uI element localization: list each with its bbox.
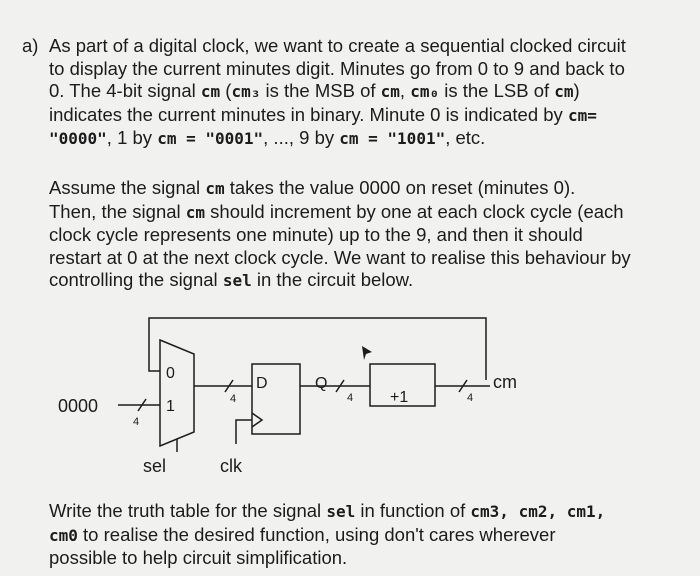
p3-line-2: cm0 to realise the desired function, using don't cares wherever (49, 523, 556, 545)
clk-wire (236, 420, 252, 444)
signal-cm3: cm₃ (231, 82, 261, 102)
const-width-label: 4 (133, 416, 140, 428)
clk-label: clk (220, 456, 242, 476)
mux (160, 340, 194, 446)
p3-line-3: possible to help circuit simplification. (49, 547, 348, 569)
p2-line-4: restart at 0 at the next clock cycle. We want to realise this behaviour by (49, 246, 631, 268)
signal-cm0: cm₀ (410, 82, 440, 102)
p1-line-5: "0000", 1 by cm = "0001", ..., 9 by cm = "1001", etc. (49, 127, 486, 149)
dff-d-label: D (256, 375, 268, 392)
mux-in0-label: 0 (166, 365, 175, 382)
p2-line-1: Assume the signal cm takes the value 0000 on reset (minutes 0). (49, 177, 576, 198)
output-cm-label: cm (493, 372, 517, 392)
clk-triangle (252, 413, 262, 427)
p1-line-3: 0. The 4-bit signal cm (cm₃ is the MSB of cm, cm₀ is the LSB of cm) (49, 80, 580, 102)
p3-line-1: Write the truth table for the signal sel in function of cm3, cm2, cm1, (49, 500, 606, 521)
sel-label: sel (143, 456, 167, 476)
p2-line-5: controlling the signal sel in the circuit below. (49, 269, 414, 291)
q-width-label: 4 (347, 392, 354, 404)
p1-line-1: As part of a digital clock, we want to create a sequential clocked circuit (49, 35, 626, 56)
const-input-label: 0000 (58, 396, 99, 416)
p1-line-4: indicates the current minutes in binary. Minute 0 is indicated by cm= (49, 103, 597, 125)
p1-line-2: to display the current minutes digit. Minutes go from 0 to 9 and back to (49, 57, 625, 79)
signal-cm: cm (200, 82, 221, 102)
paragraph-3 (49, 500, 689, 570)
adder-label: +1 (390, 389, 409, 406)
mux-out-width-label: 4 (230, 393, 237, 405)
p2-line-2: Then, the signal cm should increment by one at each clock cycle (each (49, 200, 624, 222)
dff-q-label: Q (315, 375, 328, 392)
question-label: a) (22, 35, 39, 56)
adder-out-width-label: 4 (467, 392, 474, 404)
cursor-arrow (362, 346, 372, 360)
p2-line-3: clock cycle represents one minute) up to the 9, and then it should (49, 224, 583, 246)
mux-in1-label: 1 (166, 398, 175, 415)
signal-sel: sel (222, 271, 252, 291)
